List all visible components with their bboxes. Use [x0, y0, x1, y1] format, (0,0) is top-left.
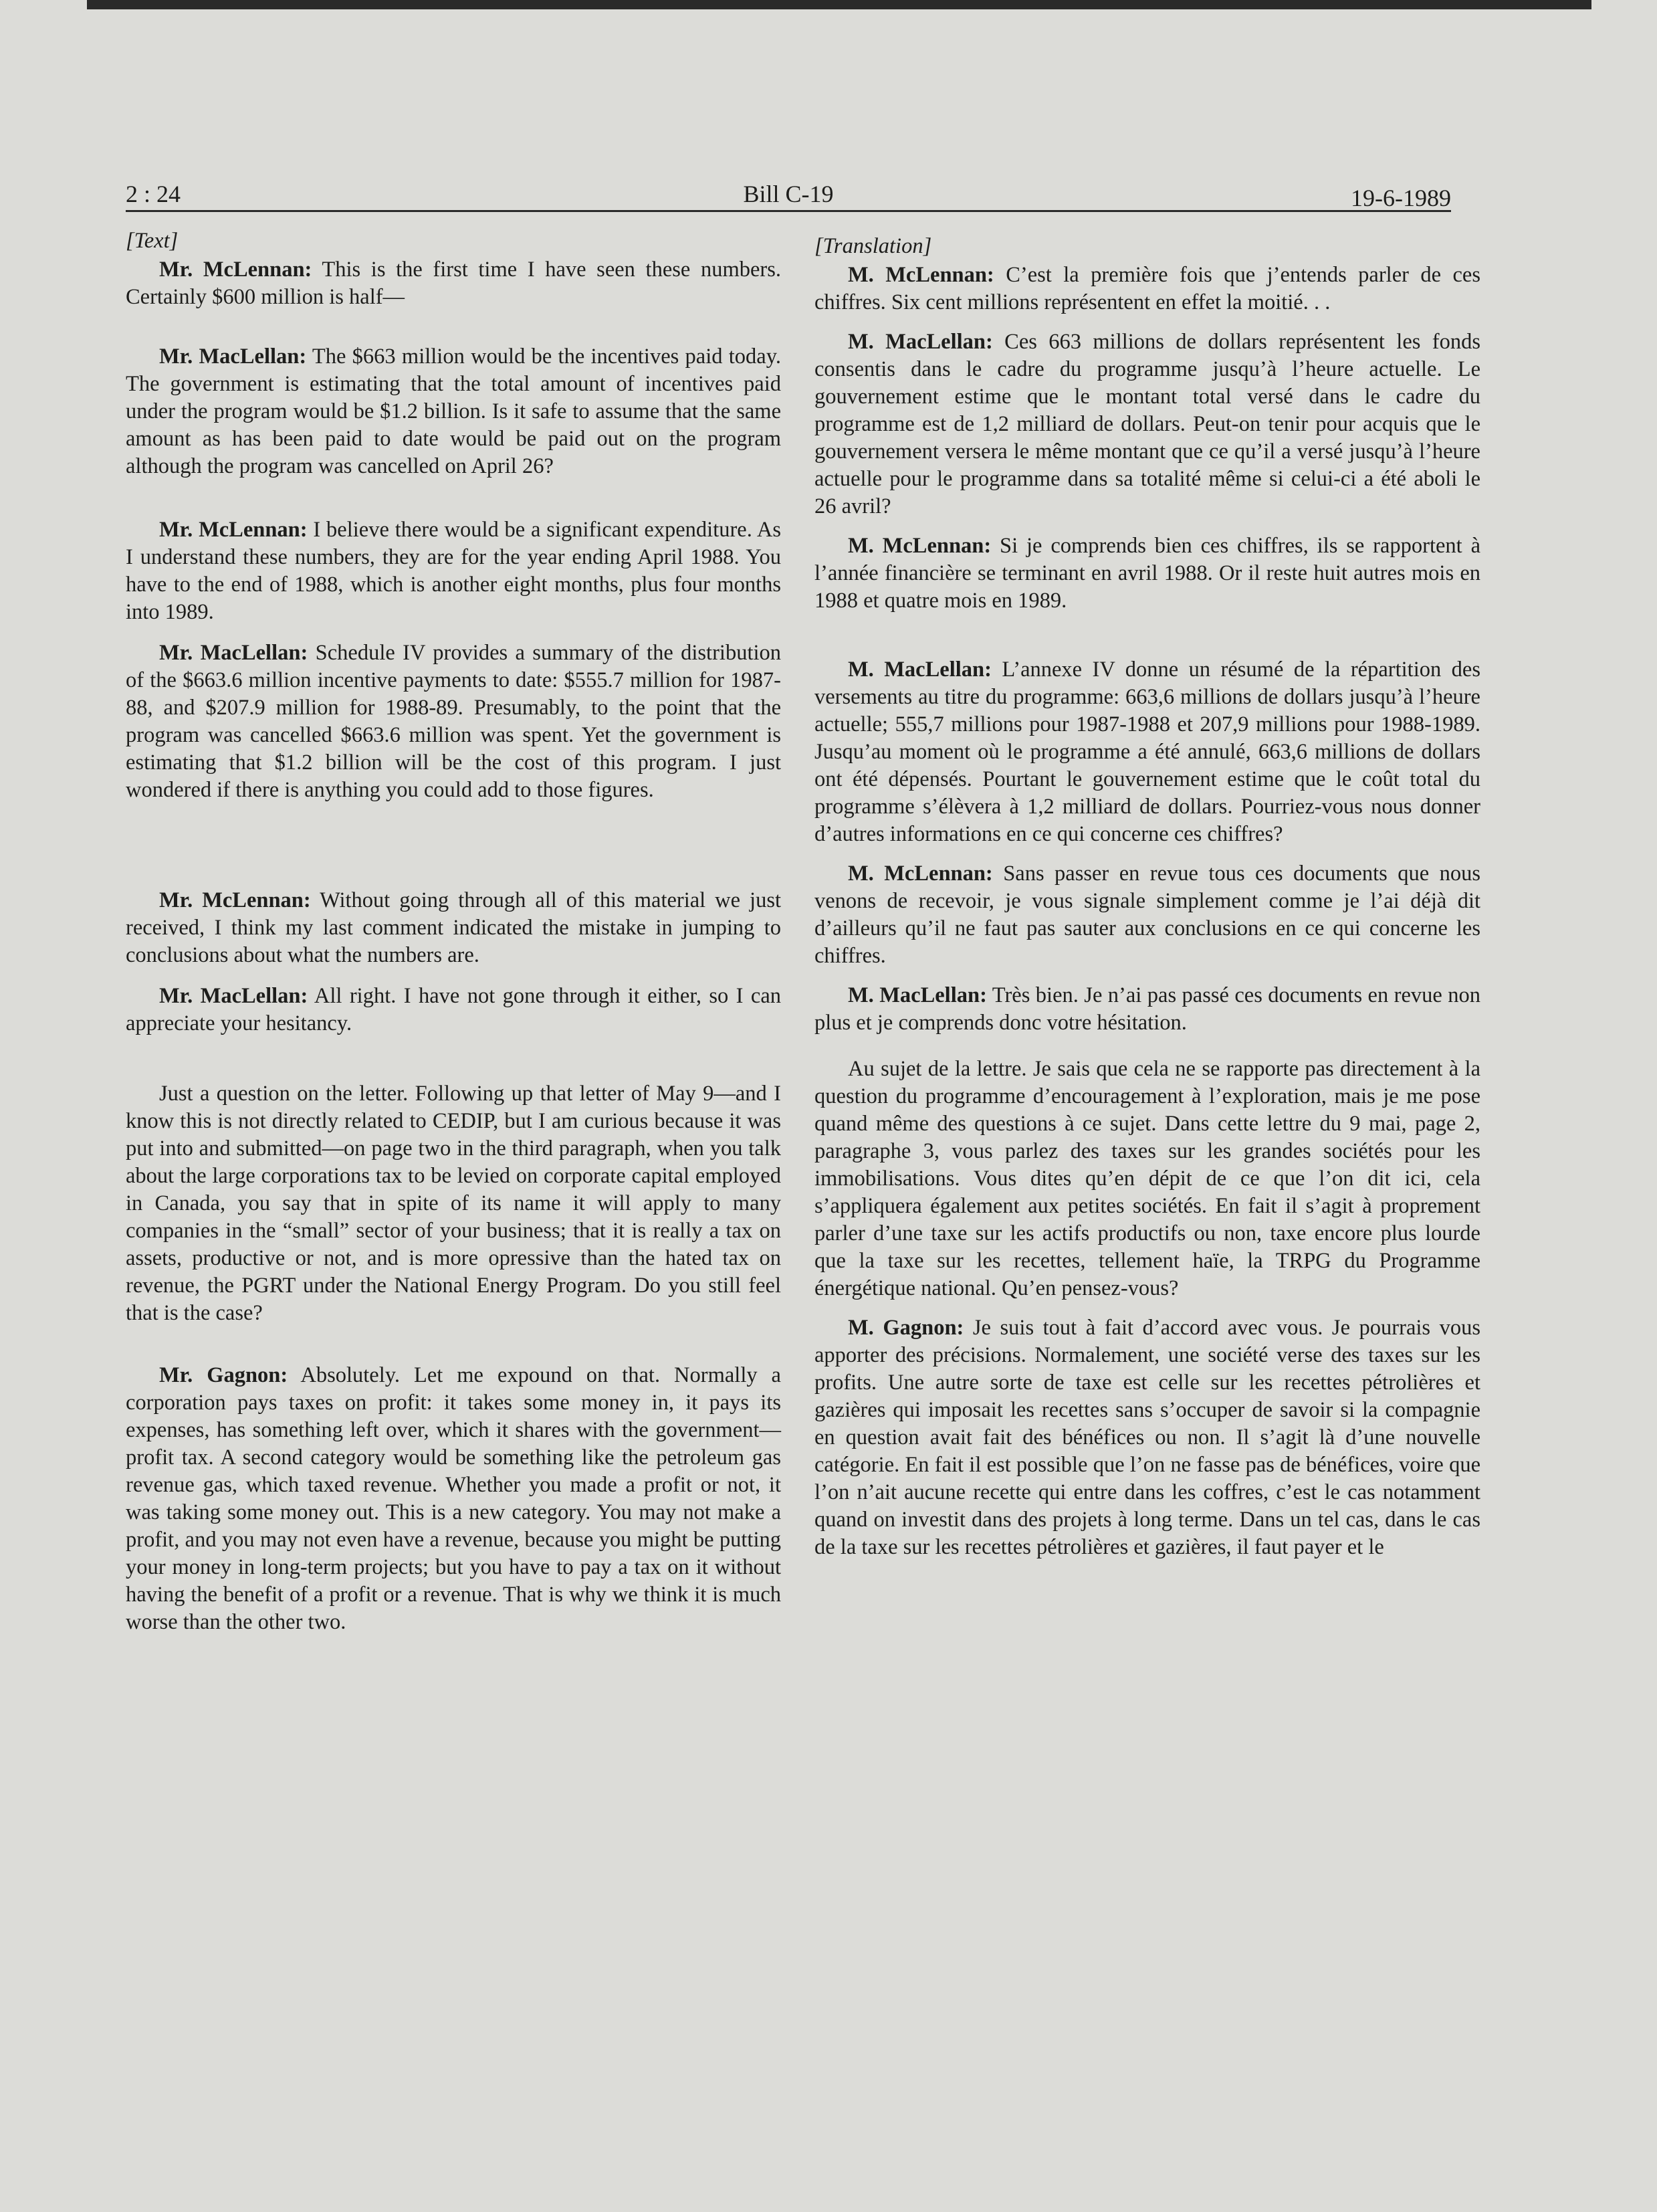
speech-paragraph: [126, 887, 781, 969]
section-label: [Text]: [126, 229, 179, 253]
english-column: [126, 227, 781, 1636]
speech-paragraph: [126, 639, 781, 804]
speech-text: Without going through all of this material we just received, I think my last comment indicated the mistake in jumping to conclusions about what the numbers are.: [126, 888, 781, 967]
speech-text: Schedule IV provides a summary of the distribution of the $663.6 million incentive payments to date: $555.7 million for 1987-88, and $207.9 million for 1988-89. Presumably, to the point that the program was cancelled $663.6 million was spent. Yet the government is estimating that $1.2 billion will be the cost of this program. I just wondered if there is anything you could add to those figures.: [126, 641, 781, 802]
top-edge-bar: [87, 0, 1591, 9]
speaker-name: M. MacLellan:: [848, 330, 993, 354]
speech-paragraph: [814, 656, 1480, 848]
speech-text: Au sujet de la lettre. Je sais que cela ne se rapporte pas directement à la question du programme d’encouragement à l’exploration, mais je me pose quand même des questions à ce sujet. Dans cette lettre du 9 mai, page 2, paragraphe 3, vous parlez des taxes sur les grandes sociétés pour les immobilisations. Vous dites qu’en dépit de ce que l’on dit ici, cela s’appliquera également aux petites sociétés. En fait il s’agit à proprement parler d’une taxe sur les actifs productifs ou non, taxe encore plus lourde que la taxe sur les recettes, tellement haïe, la TRPG du Programme énergétique national. Qu’en pensez-vous?: [814, 1057, 1480, 1300]
speech-paragraph: [126, 256, 781, 311]
speech-text: L’annexe IV donne un résumé de la répartition des versements au titre du programme: 663,6 millions de dollars jusqu’à l’heure actuelle; 555,7 millions pour 1987-1988 et 207,9 millions pour 1988-1989. Jusqu’au moment où le programme a été annulé, 663,6 millions de dollars ont été dépensés. Pourtant le gouvernement estime que le coût total du programme s’élèvera à 1,2 milliard de dollars. Pourriez-vous nous donner d’autres informations en ce qui concerne ces chiffres?: [814, 658, 1481, 846]
speech-paragraph: [126, 983, 781, 1037]
speech-paragraph: [814, 1314, 1480, 1561]
speech-paragraph: [814, 328, 1480, 520]
speaker-name: M. McLennan:: [848, 862, 993, 886]
page-header: [126, 175, 1451, 212]
speech-paragraph: [126, 1080, 781, 1327]
speech-paragraph: [126, 1362, 781, 1636]
running-title: Bill C-19: [743, 181, 834, 207]
section-label: [Translation]: [814, 234, 932, 258]
speaker-name: Mr. McLennan:: [159, 518, 308, 542]
speaker-name: M. MacLellan:: [848, 658, 992, 682]
speech-text: Si je comprends bien ces chiffres, ils se rapportent à l’année financière se terminant en avril 1988. Or il reste huit autres mois en 1988 et quatre mois en 1989.: [814, 534, 1480, 613]
header-date: 19-6-1989: [1351, 185, 1451, 211]
speaker-name: M. Gagnon:: [848, 1316, 964, 1340]
speaker-name: Mr. MacLellan:: [159, 641, 308, 665]
speech-paragraph: [126, 343, 781, 480]
speech-text: Absolutely. Let me expound on that. Normally a corporation pays taxes on profit: it takes some money in, it pays its expenses, has something left over, which it shares with the government—profit tax. A second category would be something like the petroleum gas revenue gas, which taxed revenue. Whether you made a profit or not, it was taking some money out. This is a new category. You may not make a profit, and you may not even have a revenue, because you might be putting your money in long-term projects; but you have to pay a tax on it without having the benefit of a profit or a revenue. That is why we think it is much worse than the other two.: [126, 1363, 781, 1634]
speech-paragraph: [814, 1055, 1480, 1302]
speaker-name: M. MacLellan:: [848, 983, 987, 1007]
speech-text: Je suis tout à fait d’accord avec vous. Je pourrais vous apporter des précisions. Normalement, une société verse des taxes sur les profits. Une autre sorte de taxe est celle sur les recettes pétrolières et gazières qui imposait les recettes sans s’occuper de savoir si la compagnie en question avait fait des bénéfices ou non. Il s’agit là d’une nouvelle catégorie. En fait il est possible que l’on ne fasse pas de bénéfices, voire que l’on n’ait aucune recette qui entre dans les coffres, c’est le cas notamment quand on investit dans des projets à long terme. Dans un tel cas, dans le cas de la taxe sur les recettes pétrolières et gazières, il faut payer et le: [814, 1316, 1480, 1559]
speech-paragraph: [814, 860, 1480, 970]
speaker-name: M. McLennan:: [848, 534, 992, 558]
speech-paragraph: [814, 532, 1480, 615]
speech-text: This is the first time I have seen these numbers. Certainly $600 million is half—: [126, 258, 781, 309]
speech-text: The $663 million would be the incentives paid today. The government is estimating that the total amount of incentives paid under the program would be $1.2 billion. Is it safe to assume that the same amount as has been paid to date would be paid out on the program although the program was cancelled on April 26?: [126, 344, 781, 478]
speech-text: Just a question on the letter. Following up that letter of May 9—and I know this is not directly related to CEDIP, but I am curious because it was put into and submitted—on page two in the third paragraph, when you talk about the large corporations tax to be levied on corporate capital employed in Canada, you say that in spite of its name it will apply to many companies in the “small” sector of your business; that it is really a tax on assets, productive or not, and is more opressive than the hated tax on revenue, the PGRT under the National Energy Program. Do you still feel that is the case?: [126, 1082, 781, 1325]
speech-text: All right. I have not gone through it either, so I can appreciate your hesitancy.: [126, 984, 781, 1035]
speech-paragraph: [814, 262, 1480, 316]
speaker-name: M. McLennan:: [848, 263, 994, 287]
speaker-name: Mr. McLennan:: [159, 888, 311, 912]
speech-paragraph: [814, 982, 1480, 1037]
speaker-name: Mr. MacLellan:: [159, 984, 308, 1008]
speech-paragraph: [126, 516, 781, 626]
french-column: [814, 233, 1480, 1561]
speech-text: I believe there would be a significant expenditure. As I understand these numbers, they are for the year ending April 1988. You have to the end of 1988, which is another eight months, plus four months into 1989.: [126, 518, 781, 624]
speaker-name: Mr. McLennan:: [159, 258, 312, 282]
speaker-name: Mr. Gagnon:: [159, 1363, 288, 1387]
speech-text: Sans passer en revue tous ces documents que nous venons de recevoir, je vous signale simplement comme je l’ai déjà dit d’ailleurs qu’il ne faut pas sauter aux conclusions en ce qui concerne les chiffres.: [814, 862, 1480, 968]
speech-text: C’est la première fois que j’entends parler de ces chiffres. Six cent millions représentent en effet la moitié. . .: [814, 263, 1480, 314]
speech-text: Très bien. Je n’ai pas passé ces documents en revue non plus et je comprends donc votre hésitation.: [814, 983, 1480, 1035]
speech-text: Ces 663 millions de dollars représentent les fonds consentis dans le cadre du programme jusqu’à l’heure actuelle. Le gouvernement estime que le montant total versé dans le cadre du programme est de 1,2 milliard de dollars. Peut-on tenir pour acquis que le gouvernement versera le même montant que ce qu’il a versé jusqu’à l’heure actuelle pour le programme dans sa totalité même si celui-ci a été aboli le 26 avril?: [814, 330, 1480, 518]
speaker-name: Mr. MacLellan:: [159, 344, 307, 369]
page-number: 2 : 24: [126, 181, 181, 207]
